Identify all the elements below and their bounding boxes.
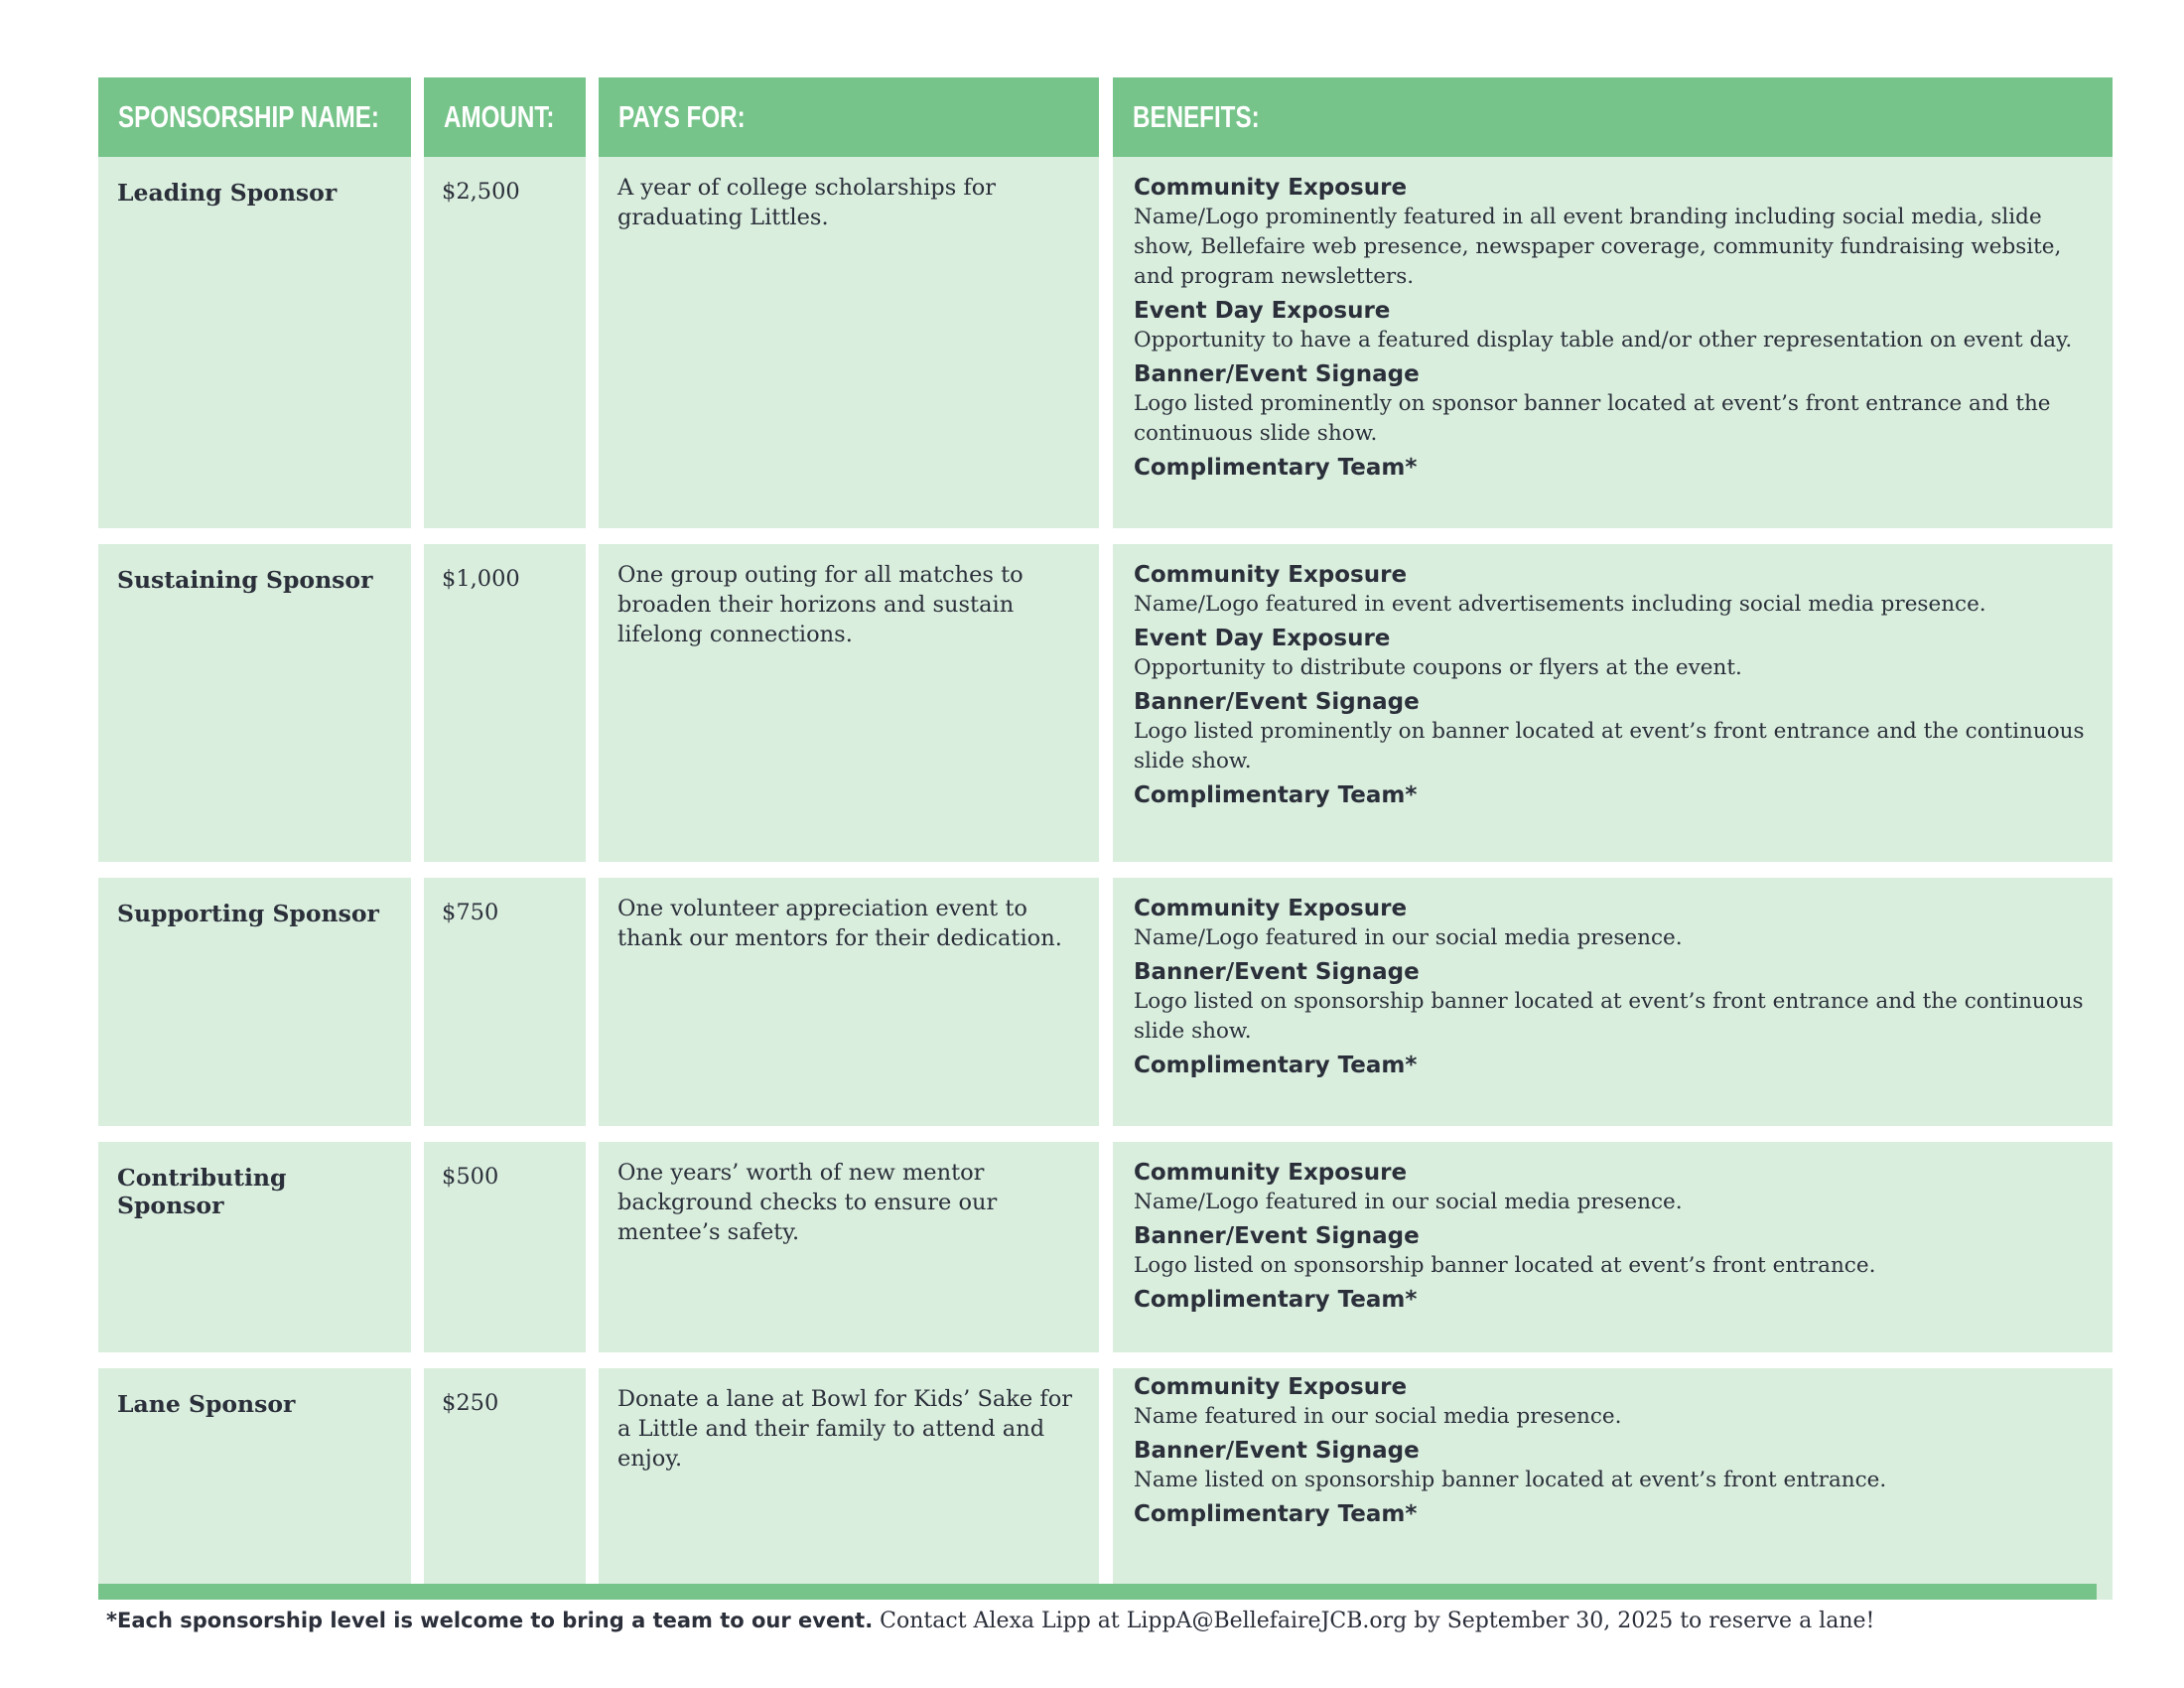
benefit-title: Banner/Event Signage (1134, 1223, 1420, 1249)
header-benefits: BENEFITS: (1113, 77, 2113, 157)
sponsor-name: Supporting Sponsor (117, 900, 379, 927)
pays-for-text: One years’ worth of new mentor background checks to ensure our mentee’s safety. (617, 1160, 998, 1245)
sponsor-amount: $250 (442, 1390, 499, 1416)
row-3-benefits-cell (1113, 878, 2113, 1126)
benefit-description: Name/Logo featured in our social media presence. (1134, 1190, 1683, 1214)
benefit-title: Event Day Exposure (1134, 298, 1391, 324)
row-1-amount-cell (424, 157, 586, 528)
footer-divider (98, 1584, 2097, 1600)
row-1-benefits-cell (1113, 157, 2113, 528)
sponsor-amount: $750 (442, 900, 499, 925)
benefit-title: Community Exposure (1134, 175, 1408, 201)
row-4-pays-cell (599, 1142, 1099, 1352)
benefit-description: Name/Logo featured in event advertisements including social media presence. (1134, 592, 1986, 617)
benefit-title: Community Exposure (1134, 562, 1408, 588)
row-5-benefits-cell (1113, 1368, 2113, 1600)
benefit-description: Name featured in our social media presence. (1134, 1404, 1622, 1429)
benefit-description: Opportunity to distribute coupons or flyers at the event. (1134, 655, 1742, 680)
row-2-amount-cell (424, 544, 586, 862)
sponsor-amount: $2,500 (442, 179, 520, 205)
benefit-title: Community Exposure (1134, 1374, 1408, 1400)
benefit-title: Complimentary Team* (1134, 1501, 1418, 1527)
row-3-amount-cell (424, 878, 586, 1126)
row-3-pays-cell (599, 878, 1099, 1126)
benefit-title: Community Exposure (1134, 1160, 1408, 1186)
pays-for-text: One volunteer appreciation event to thank our mentors for their dedication. (617, 896, 1062, 951)
pays-for-text: A year of college scholarships for graduating Littles. (617, 175, 997, 230)
benefit-title: Banner/Event Signage (1134, 689, 1420, 715)
footnote (106, 1609, 1874, 1633)
benefit-title: Community Exposure (1134, 896, 1408, 921)
row-4-amount-cell (424, 1142, 586, 1352)
row-5-amount-cell (424, 1368, 586, 1585)
row-4-benefits-cell (1113, 1142, 2113, 1352)
pays-for-text: One group outing for all matches to broaden their horizons and sustain lifelong connections. (617, 562, 1024, 647)
header-sponsorship-name: SPONSORSHIP NAME: (98, 77, 411, 157)
benefit-description: Name listed on sponsorship banner located at event’s front entrance. (1134, 1468, 1887, 1492)
sponsor-amount: $500 (442, 1164, 499, 1190)
benefit-description: Logo listed on sponsorship banner located at event’s front entrance. (1134, 1253, 1876, 1278)
pays-for-text: Donate a lane at Bowl for Kids’ Sake for a Little and their family to attend and enjoy. (617, 1386, 1073, 1472)
row-1-pays-cell (599, 157, 1099, 528)
benefit-description: Logo listed prominently on banner located at event’s front entrance and the continuous slide show. (1134, 719, 2085, 774)
header-pays-for: PAYS FOR: (599, 77, 1099, 157)
benefit-title: Banner/Event Signage (1134, 959, 1420, 985)
benefit-title: Event Day Exposure (1134, 626, 1391, 651)
footnote-bold: *Each sponsorship level is welcome to bring a team to our event. (106, 1609, 874, 1632)
row-2-name-cell (98, 544, 411, 862)
benefit-title: Complimentary Team* (1134, 782, 1418, 808)
benefit-title: Complimentary Team* (1134, 1287, 1418, 1313)
footnote-text: Contact Alexa Lipp at LippA@BellefaireJCB.org by September 30, 2025 to reserve a lane! (873, 1609, 1875, 1633)
row-2-benefits-cell (1113, 544, 2113, 862)
sponsor-name: Lane Sponsor (117, 1390, 296, 1418)
row-2-pays-cell (599, 544, 1099, 862)
sponsor-name: Leading Sponsor (117, 179, 338, 207)
row-5-pays-cell (599, 1368, 1099, 1585)
row-5-name-cell (98, 1368, 411, 1585)
row-3-name-cell (98, 878, 411, 1126)
row-4-name-cell (98, 1142, 411, 1352)
benefit-description: Logo listed on sponsorship banner located at event’s front entrance and the continuous slide show. (1134, 989, 2084, 1044)
row-1-name-cell (98, 157, 411, 528)
benefit-title: Complimentary Team* (1134, 455, 1418, 481)
sponsor-name: Contributing Sponsor (117, 1164, 287, 1219)
benefit-title: Banner/Event Signage (1134, 361, 1420, 387)
benefit-description: Opportunity to have a featured display table and/or other representation on event day. (1134, 328, 2073, 352)
header-amount: AMOUNT: (424, 77, 586, 157)
benefit-description: Logo listed prominently on sponsor banner located at event’s front entrance and the continuous slide show. (1134, 391, 2051, 446)
benefit-title: Banner/Event Signage (1134, 1438, 1420, 1464)
benefit-title: Complimentary Team* (1134, 1053, 1418, 1078)
sponsor-name: Sustaining Sponsor (117, 566, 373, 594)
benefit-description: Name/Logo prominently featured in all event branding including social media, slide show, Bellefaire web presence, newspaper coverage, community fundraising website, and program newsletters. (1134, 205, 2062, 289)
benefit-description: Name/Logo featured in our social media presence. (1134, 925, 1683, 950)
sponsor-amount: $1,000 (442, 566, 520, 592)
